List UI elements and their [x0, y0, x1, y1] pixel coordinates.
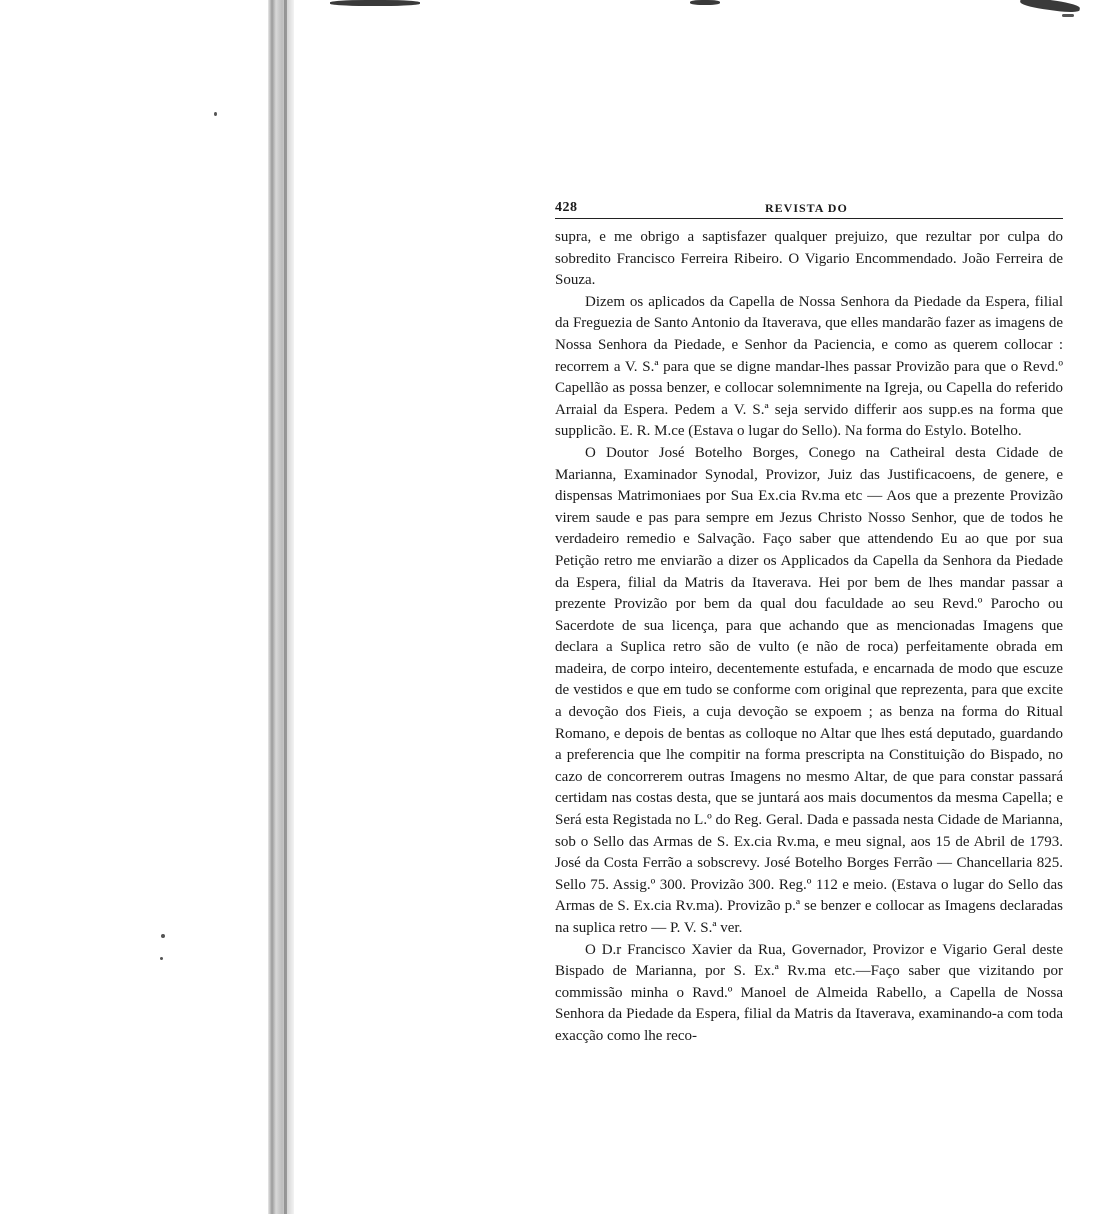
running-head	[555, 196, 1063, 218]
paragraph-petition: Dizem os aplicados da Capella de Nossa Senhora da Piedade da Espera, filial da Freguezia de Santo Antonio da Itaverava, que elles mandarão fazer as imagens de Nossa Senhora da Piedade, e Senhor da Paciencia, e como as querem collocar : recorrem a V. S.ª para que se digne mandar-lhes passar Provizão para que o Revd.º Capellão as possa benzer, e collocar solemnimente na Igreja, ou Capella do referido Arraial da Espera. Pedem a V. S.ª seja servido differir aos supp.es na forma que supplicão. E. R. M.ce (Estava o lugar do Sello). Na forma do Estylo. Botelho.	[555, 293, 1063, 440]
binding-shadow	[268, 0, 294, 1214]
page-number: 428	[555, 200, 578, 215]
scan-smudge	[330, 0, 1090, 20]
book-page	[555, 196, 1063, 1048]
body-text	[555, 227, 1063, 1048]
scan-speck	[161, 934, 165, 938]
binding-line	[284, 0, 287, 1214]
scan-speck	[214, 112, 217, 116]
journal-title: REVISTA DO	[765, 201, 848, 215]
scan-speck	[160, 957, 163, 960]
paragraph-governor: O D.r Francisco Xavier da Rua, Governador, Provizor e Vigario Geral deste Bispado de Marianna, por S. Ex.ª Rv.ma etc.—Faço saber que vizitando por commissão minha o Ravd.º Manoel de Almeida Rabello, a Capella de Nossa Senhora da Piedade da Espera, filial da Matris da Itaverava, examinando-a com toda exacção como lhe reco-	[555, 941, 1063, 1044]
scan-speck	[1062, 14, 1074, 17]
paragraph-provision: O Doutor José Botelho Borges, Conego na Catheiral desta Cidade de Marianna, Examinador Synodal, Provizor, Juiz das Justificacoens, de genere, e dispensas Matrimoniaes por Sua Ex.cia Rv.ma etc — Aos que a prezente Provizão virem saude e pas para sempre em Jezus Christo Nosso Senhor, que de todos he verdadeiro remedio e Salvação. Faço saber que attendendo Eu ao que por sua Petição retro me enviarão a dizer os Applicados da Capella da Senhora da Piedade da Espera, filial da Matris da Itaverava. Hei por bem de lhes mandar passar a prezente Provizão por bem da qual dou faculdade ao seu Revd.º Parocho ou Sacerdote de sua licença, para que achando que as mencionadas Imagens que declara a Suplica retro são de vulto (e não de roca) perfeitamente obrada em madeira, de corpo inteiro, decentemente estufada, e encarnada de modo que escuze de vestidos e que em tudo se conforme com original que reprezenta, para que excite a devoção dos Fieis, a cuja devoção se expoem ; as benza na forma do Ritual Romano, e depois de bentas as colloque no Altar que lhes está deputado, guardando a preferencia que lhe compitir na forma prescripta na Constituição do Bispado, no cazo de concorrerem outras Imagens no mesmo Altar, de que para constar passará certidam nas costas desta, que se juntará aos mais documentos da mesma Capella; e Será esta Registada no L.º do Reg. Geral. Dada e passada nesta Cidade de Marianna, sob o Sello das Armas de S. Ex.cia Rv.ma, e meu signal, aos 15 de Abril de 1793. José da Costa Ferrão a sobscrevy. José Botelho Borges Ferrão — Chancellaria 825. Sello 75. Assig.º 300. Provizão 300. Reg.º 112 e meio. (Estava o lugar do Sello das Armas de S. Ex.cia Rv.ma). Provizão p.ª se benzer e collocar as Imagens declaradas na suplica retro — P. V. S.ª ver.	[555, 444, 1063, 936]
header-rule	[555, 218, 1063, 219]
paragraph-continuation: supra, e me obrigo a saptisfazer qualquer prejuizo, que rezultar por culpa do sobredito Francisco Ferreira Ribeiro. O Vigario Encommendado. João Ferreira de Souza.	[555, 229, 1063, 289]
